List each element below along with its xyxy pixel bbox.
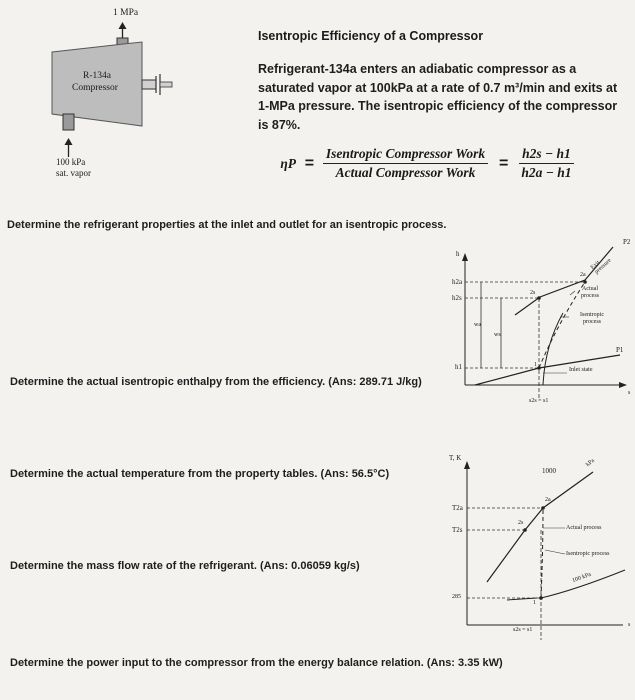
page-title: Isentropic Efficiency of a Compressor	[258, 29, 484, 43]
ts-point-1: 1	[533, 600, 536, 606]
hs-saturation-curve	[543, 313, 563, 385]
hs-wa-label: wa	[474, 322, 481, 328]
question-3: Determine the actual temperature from the property tables. (Ans: 56.5°C)	[10, 468, 390, 480]
formula-enthalpy-numerator: h2s − h1	[519, 146, 574, 164]
question-1: Determine the refrigerant properties at the inlet and outlet for an isentropic process.	[7, 219, 447, 231]
t-s-diagram	[445, 450, 635, 650]
formula-work-numerator: Isentropic Compressor Work	[323, 146, 488, 164]
hs-isobar-p1	[475, 355, 620, 385]
ts-y-label: T, K	[449, 454, 462, 462]
ts-isentropic-process-label: Isentropic process	[566, 551, 610, 557]
shaft	[142, 80, 156, 89]
formula-equals-1: =	[304, 154, 315, 172]
hs-p1-label: P1	[616, 346, 624, 354]
formula-eta: ηP	[280, 155, 296, 171]
efficiency-formula	[258, 146, 628, 186]
ts-p-low-label: 100 kPa	[571, 571, 592, 585]
hs-h2s-label: h2s	[452, 294, 462, 302]
hs-y-label: h	[456, 250, 460, 258]
formula-work-fraction	[323, 146, 488, 181]
hs-x-label: s	[628, 390, 631, 396]
ts-t2a-label: T2a	[452, 504, 463, 512]
ts-actual-process-label: Actual process	[566, 525, 602, 531]
hs-h1-label: h1	[455, 363, 462, 371]
inlet-state-label: sat. vapor	[56, 168, 91, 178]
question-4: Determine the mass flow rate of the refrigerant. (Ans: 0.06059 kg/s)	[10, 560, 360, 572]
formula-enthalpy-fraction	[519, 146, 574, 181]
question-2: Determine the actual isentropic enthalpy from the efficiency. (Ans: 289.71 J/kg)	[10, 376, 422, 388]
hs-inlet-state-label: Inlet state	[569, 367, 593, 373]
outlet-pressure-label: 1 MPa	[113, 8, 139, 18]
ts-t-low-label: 285	[452, 594, 461, 600]
hs-h2a-label: h2a	[452, 278, 463, 286]
hs-p2-label: P2	[623, 238, 631, 246]
formula-work-denominator: Actual Compressor Work	[335, 165, 476, 180]
hs-entropy-label: s2s = s1	[529, 398, 549, 404]
compressor-figure	[0, 0, 250, 190]
hs-point-2a: 2a	[580, 272, 586, 278]
inlet-pressure-label: 100 kPa	[56, 157, 86, 167]
hs-ws-label: ws	[494, 332, 501, 338]
compressor-label-name: Compressor	[72, 83, 118, 93]
question-5: Determine the power input to the compressor from the energy balance relation. (Ans: 3.35 kW)	[10, 657, 503, 669]
ts-point-2a: 2a	[545, 497, 551, 503]
formula-enthalpy-denominator: h2a − h1	[521, 165, 572, 180]
compressor-label-refrigerant: R-134a	[83, 71, 111, 81]
ts-entropy-label: s2s = s1	[513, 627, 533, 633]
hs-actual-process-label: Actual process	[581, 286, 599, 299]
hs-point-2s: 2s	[530, 290, 536, 296]
inlet-arrowhead	[65, 138, 73, 145]
ts-p-high-label: 1000	[542, 467, 556, 475]
hs-exit-pressure-label: Exit pressure	[589, 257, 613, 276]
ts-p-high-unit: kPa	[585, 457, 596, 469]
ts-t2s-label: T2s	[452, 526, 463, 534]
hs-point-1: 1	[534, 362, 537, 368]
problem-statement: Refrigerant-134a enters an adiabatic compressor as a saturated vapor at 100kPa at a rate of 0.7 m³/min and exits at 1-MPa pressure. The isentropic efficiency of the compressor is 87%.	[258, 62, 618, 132]
ts-point-2s: 2s	[518, 520, 524, 526]
outlet-arrowhead	[119, 22, 127, 29]
inlet-pipe	[63, 114, 74, 130]
ts-x-label: s	[628, 622, 631, 628]
formula-equals-2: =	[498, 154, 509, 172]
hs-isentropic-process-label: Isentropic process	[580, 312, 604, 325]
